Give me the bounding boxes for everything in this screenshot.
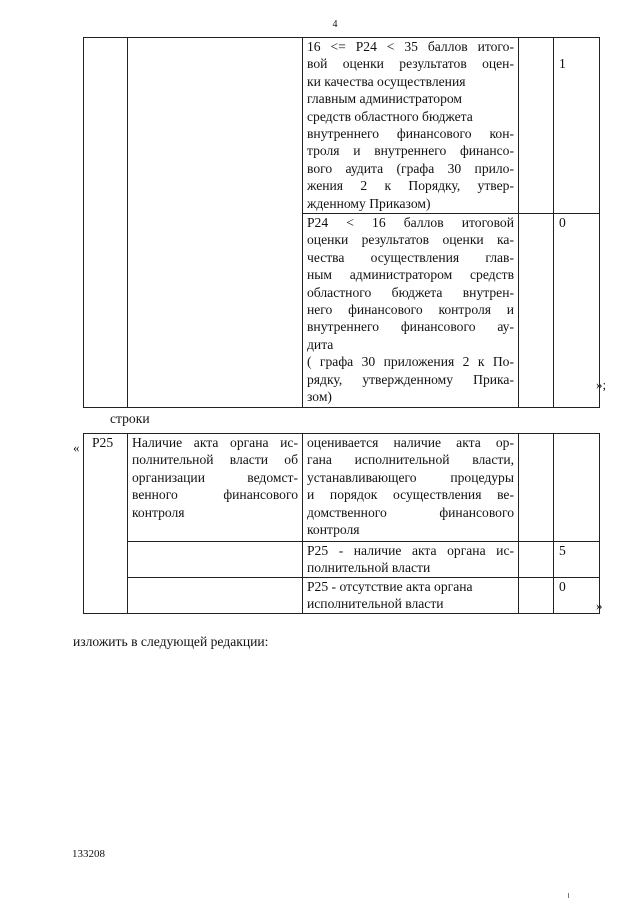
criterion-line: Р25 - наличие акта органа ис- xyxy=(307,543,514,558)
criterion-line: Р24 < 16 баллов итоговой xyxy=(307,215,514,230)
opening-quote-mark: « xyxy=(73,440,80,455)
indicator-line: организации ведомст- xyxy=(132,469,298,485)
table-row xyxy=(84,542,600,578)
description-line: устанавливающего процедуры xyxy=(307,469,514,485)
description-line: домственного финансового xyxy=(307,504,514,520)
page-number: 4 xyxy=(332,19,338,30)
indicator-cell xyxy=(128,577,303,613)
description-line: оценивается наличие акта ор- xyxy=(307,435,514,450)
indicator-cell xyxy=(128,542,303,578)
criterion-line: внутреннего финансового ау- xyxy=(307,319,514,335)
criterion-line: дита xyxy=(307,336,334,352)
criterion-line: Р25 - отсутствие акта органа xyxy=(307,578,473,594)
footer-document-code: 133208 xyxy=(72,848,105,860)
criterion-line: жденному Приказом) xyxy=(307,195,431,211)
blank-cell xyxy=(519,38,554,214)
description-cell xyxy=(303,434,519,542)
code-cell: Р25 xyxy=(84,434,128,614)
criterion-line: 16 <= Р24 < 35 баллов итого- xyxy=(307,39,514,54)
criterion-cell xyxy=(303,542,519,578)
blank-cell xyxy=(519,542,554,578)
table-row xyxy=(84,38,600,214)
criterion-line: полнительной власти xyxy=(307,560,431,576)
criterion-line: вого аудита (графа 30 прило- xyxy=(307,160,514,176)
score-cell: 0 xyxy=(554,214,600,408)
criterion-cell xyxy=(303,577,519,613)
criterion-cell xyxy=(303,214,519,408)
blank-cell xyxy=(519,577,554,613)
indicator-line: венного финансового xyxy=(132,487,298,503)
closing-quote-mark: » xyxy=(596,598,603,613)
description-line: контроля xyxy=(307,522,360,538)
criterion-line: средств областного бюджета xyxy=(307,108,473,124)
word-strings: строки xyxy=(110,411,150,426)
indicator-line: контроля xyxy=(132,504,185,520)
criterion-line: областного бюджета внутрен- xyxy=(307,284,514,300)
blank-cell xyxy=(519,214,554,408)
criterion-line: ( графа 30 приложения 2 к По- xyxy=(307,354,514,370)
description-line: гана исполнительной власти, xyxy=(307,452,514,468)
score-cell: 1 xyxy=(554,38,600,214)
criterion-line: главным администратором xyxy=(307,91,463,107)
criterion-cell xyxy=(303,38,519,214)
table-row xyxy=(84,434,600,542)
criterion-line: рядку, утвержденному Прика- xyxy=(307,371,514,387)
instruction-text: изложить в следующей редакции: xyxy=(73,634,269,649)
indicator-cell xyxy=(128,38,303,408)
indicator-line: полнительной власти об xyxy=(132,452,298,468)
indicator-line: Наличие акта органа ис- xyxy=(132,435,298,450)
criterion-line: него финансового контроля и xyxy=(307,302,514,318)
score-cell: 5 xyxy=(554,542,600,578)
table-row xyxy=(84,577,600,613)
score-cell: 0 xyxy=(554,577,600,613)
code-cell xyxy=(84,38,128,408)
criterion-line: чества осуществления глав- xyxy=(307,249,514,265)
blank-cell xyxy=(519,434,554,542)
criterion-line: жения 2 к Порядку, утвер- xyxy=(307,178,514,194)
criterion-line: исполнительной власти xyxy=(307,596,444,612)
criterion-line: зом) xyxy=(307,389,332,405)
description-line: и порядок осуществления ве- xyxy=(307,487,514,503)
criteria-table-p25 xyxy=(83,433,600,614)
criterion-line: ки качества осуществления xyxy=(307,73,466,89)
criterion-line: троля и внутреннего финансо- xyxy=(307,143,514,159)
scan-artifact xyxy=(568,893,569,898)
criterion-line: внутреннего финансового кон- xyxy=(307,126,514,142)
criterion-line: ным администратором средств xyxy=(307,267,514,283)
criteria-table-continued xyxy=(83,37,600,408)
criterion-line: оценки результатов оценки ка- xyxy=(307,232,514,248)
closing-quote-mark: »; xyxy=(596,377,607,392)
blank-cell xyxy=(554,434,600,542)
indicator-cell xyxy=(128,434,303,542)
criterion-line: вой оценки результатов оцен- xyxy=(307,56,514,72)
